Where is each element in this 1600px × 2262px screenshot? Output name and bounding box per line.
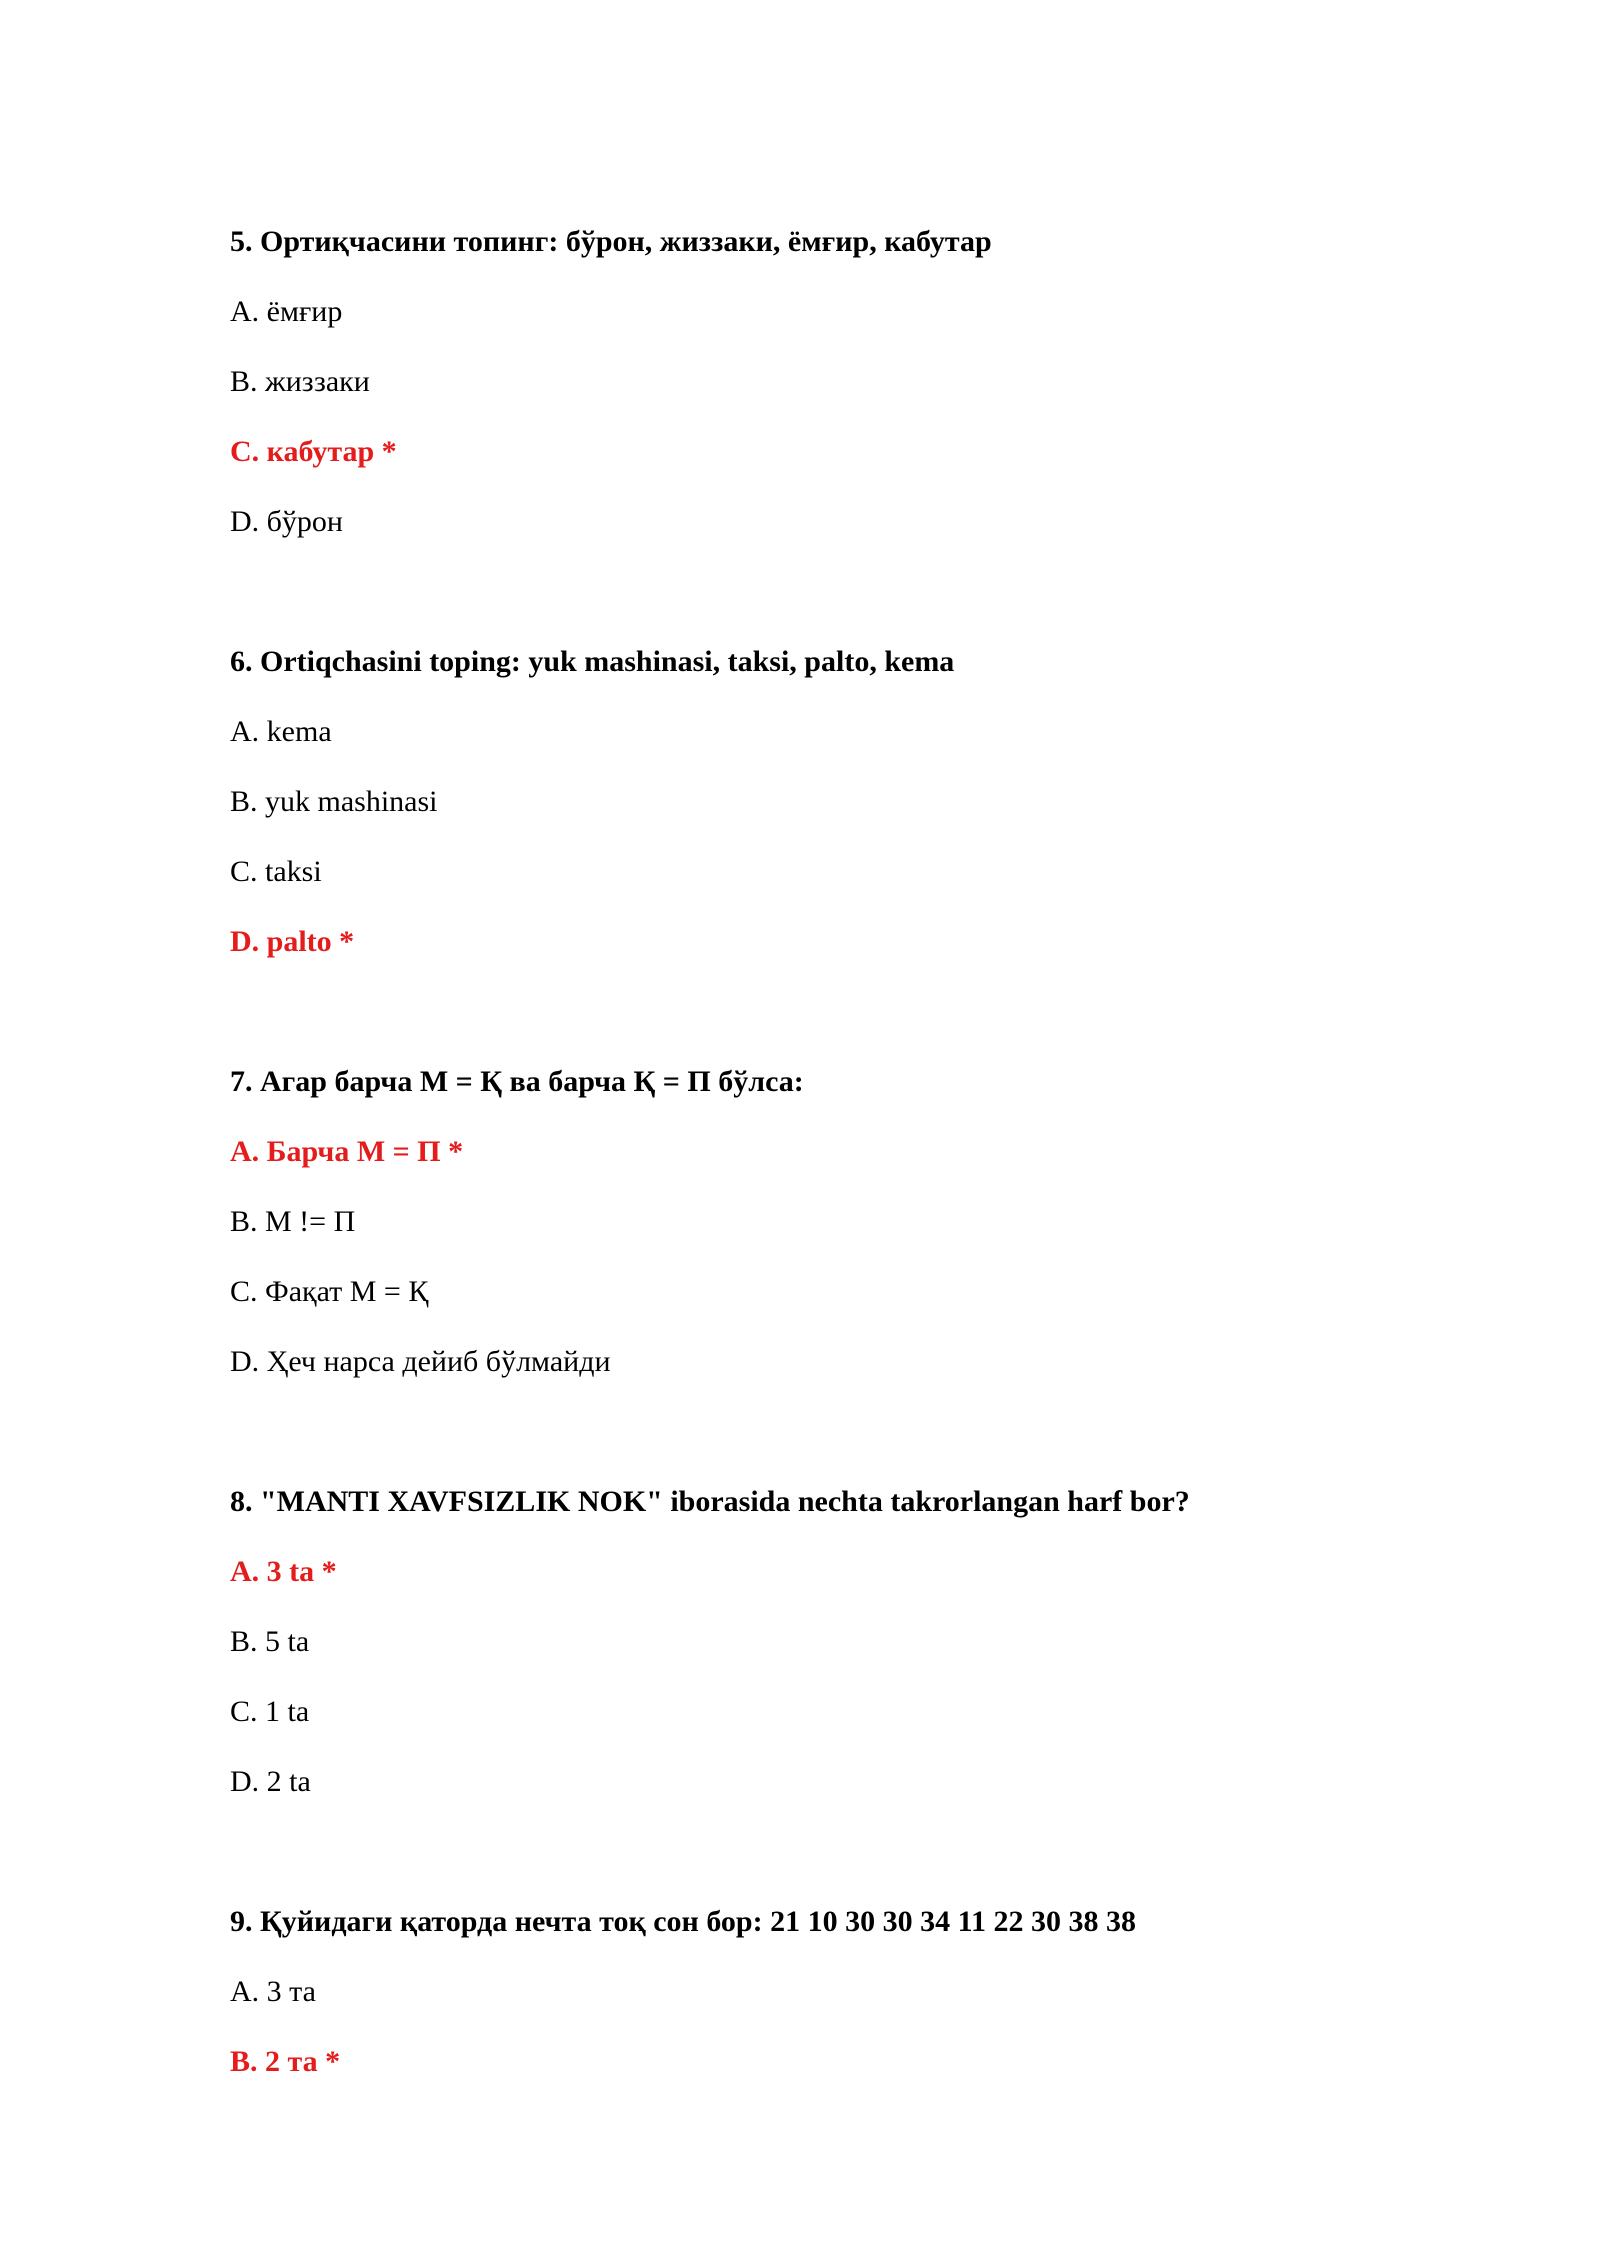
question-8-option-d: D. 2 ta xyxy=(230,1765,311,1798)
question-5-option-b: B. жиззаки xyxy=(230,365,370,398)
question-7-option-a-correct: A. Барча М = П * xyxy=(230,1135,464,1168)
question-5-option-d: D. бўрон xyxy=(230,505,343,538)
question-9-text: 9. Қуйидаги қаторда нечта тоқ сон бор: 21 10 30 30 34 11 22 30 38 38 xyxy=(230,1905,1136,1938)
question-8-option-c: C. 1 ta xyxy=(230,1695,310,1728)
question-8-text: 8. "MANTI XAVFSIZLIK NOK" iborasida nechta takrorlangan harf bor? xyxy=(230,1485,1190,1518)
question-8-option-a-correct: A. 3 ta * xyxy=(230,1555,337,1588)
question-6-option-a: A. kema xyxy=(230,715,332,748)
question-5-option-a: A. ёмғир xyxy=(230,295,343,328)
question-6-option-c: C. taksi xyxy=(230,855,322,888)
question-5-option-c-correct: C. кабутар * xyxy=(230,435,397,468)
question-7-text: 7. Агар барча М = Қ ва барча Қ = П бўлса: xyxy=(230,1065,804,1098)
question-6-option-b: B. yuk mashinasi xyxy=(230,785,438,818)
question-5-text: 5. Ортиқчасини топинг: бўрон, жиззаки, ёмғир, кабутар xyxy=(230,225,992,258)
question-9-option-b-correct: B. 2 та * xyxy=(230,2045,341,2078)
question-8-option-b: B. 5 ta xyxy=(230,1625,310,1658)
question-7-option-d: D. Ҳеч нарса дейиб бўлмайди xyxy=(230,1345,611,1378)
question-6-text: 6. Ortiqchasini toping: yuk mashinasi, taksi, palto, kema xyxy=(230,645,955,678)
question-9-option-a: A. 3 та xyxy=(230,1975,316,2008)
question-7-option-c: C. Фақат М = Қ xyxy=(230,1275,429,1308)
question-7-option-b: B. М != П xyxy=(230,1205,356,1238)
question-6-option-d-correct: D. palto * xyxy=(230,925,355,958)
